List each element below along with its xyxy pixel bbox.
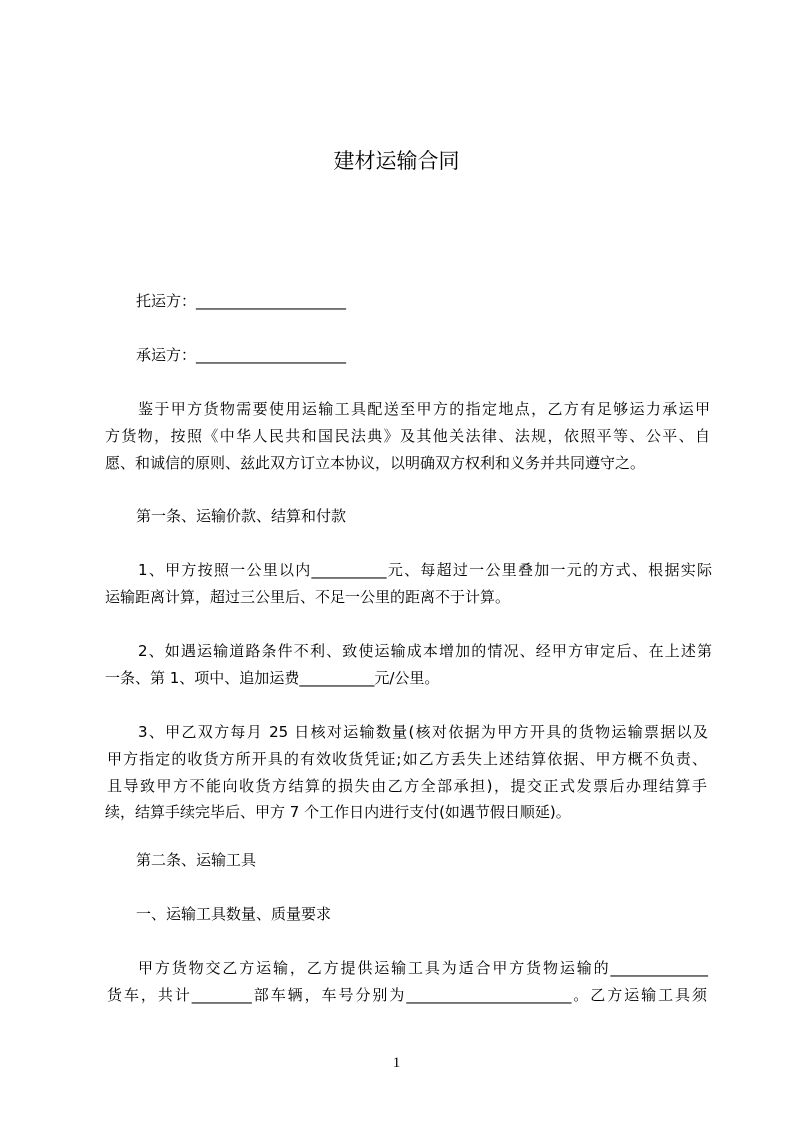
carrier-field: 承运方：____________________: [136, 346, 347, 364]
document-title: 建材运输合同: [333, 149, 460, 173]
item3-line: 甲方指定的收货方所开具的有效收货凭证;如乙方丢失上述结算依据、甲方概不负责、: [107, 750, 707, 768]
preamble-line: 愿、和诚信的原则、兹此双方订立本协议，以明确双方权利和义务并共同遵守之。: [105, 454, 646, 472]
shipper-field: 托运方：____________________: [136, 292, 347, 310]
preamble-line: 方货物，按照《中华人民共和国民法典》及其他关法律、法规，依照平等、公平、自: [105, 427, 710, 445]
article2-heading: 第二条、运输工具: [136, 851, 257, 869]
article1-heading: 第一条、运输价款、结算和付款: [136, 507, 347, 525]
item2-line: 2、如遇运输道路条件不利、致使运输成本增加的情况、经甲方审定后、在上述第: [138, 642, 712, 660]
preamble-line: 鉴于甲方货物需要使用运输工具配送至甲方的指定地点，乙方有足够运力承运甲: [138, 400, 710, 418]
item3-line: 续，结算手续完毕后、甲方 7 个工作日内进行支付(如遇节假日顺延)。: [105, 803, 571, 821]
item1-line: 1、甲方按照一公里以内__________元、每超过一公里叠加一元的方式、根据实际: [138, 561, 712, 579]
vehicles-line: 货车，共计________部车辆，车号分别为______________________。乙方运输工具须: [107, 986, 707, 1004]
item1-line: 运输距离计算，超过三公里后、不足一公里的距离不于计算。: [105, 588, 511, 606]
item3-line: 3、甲乙双方每月 25 日核对运输数量(核对依据为甲方开具的货物运输票据以及: [138, 723, 708, 741]
page-number: 1: [392, 1055, 401, 1071]
item3-line: 且导致甲方不能向收货方结算的损失由乙方全部承担)，提交正式发票后办理结算手: [107, 777, 707, 795]
section1-heading: 一、运输工具数量、质量要求: [136, 905, 332, 923]
vehicles-line: 甲方货物交乙方运输，乙方提供运输工具为适合甲方货物运输的_____________: [138, 959, 708, 977]
item2-line: 一条、第 1、项中、追加运费__________元/公里。: [105, 669, 440, 687]
